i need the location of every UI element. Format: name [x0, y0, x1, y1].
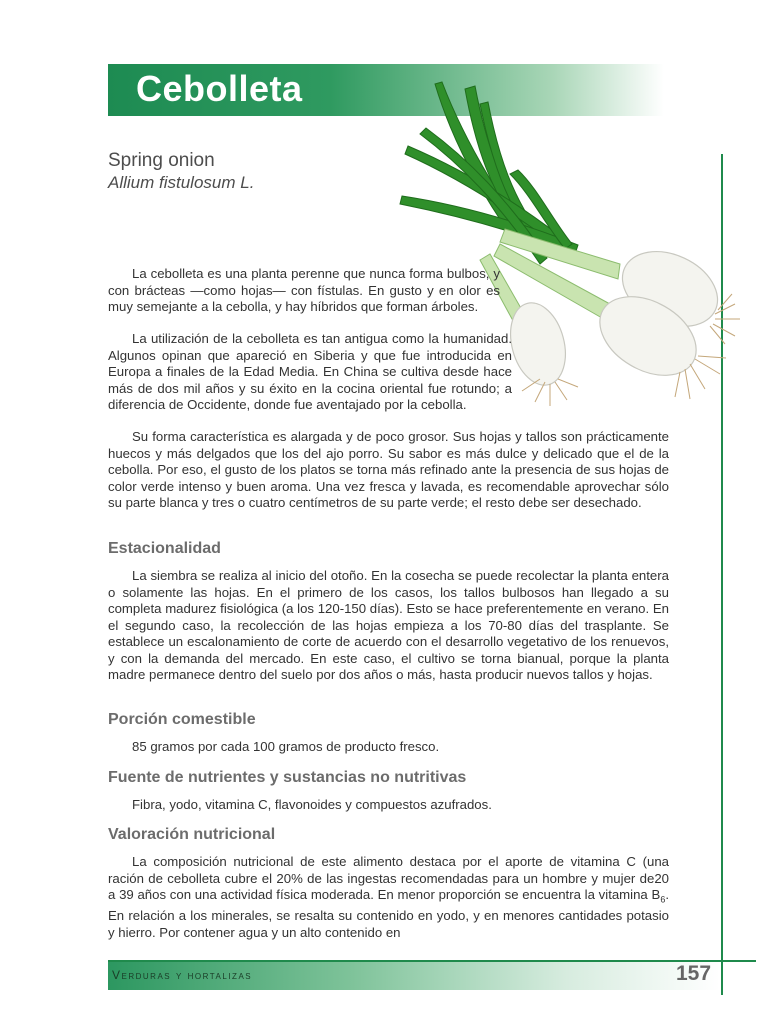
valoracion-text-a: La composición nutricional de este alimento destaca por el aporte de vitamina C (una ración de cebolleta cubre el 20% de las ingestas recomendadas para un hombre y mujer de20 a 39 años con una actividad física moderada. En menor proporción se encuentra la vitamina B [108, 854, 669, 902]
footer-rule [108, 960, 756, 962]
section-heading-porcion: Porción comestible [108, 711, 256, 728]
page-number: 157 [676, 962, 712, 985]
vitamin-subscript: 6 [660, 894, 666, 905]
page-title: Cebolleta [136, 68, 303, 109]
section-heading-fuente: Fuente de nutrientes y sustancias no nutritivas [108, 769, 467, 786]
scientific-name: Allium fistulosum L. [108, 173, 255, 192]
valoracion-paragraph [108, 854, 669, 941]
intro-paragraph-3: Su forma característica es alargada y de poco grosor. Sus hojas y tallos son prácticamente huecos y más delgados que los del ajo porro. Su sabor es más dulce y delicado que el de la cebolla. Por eso, el gusto de los platos se torna más refinado ante la presencia de sus hojas de color verde intenso y buen aroma. Una vez fresca y lavada, es recomendable aprovechar sólo su parte blanca y tres o cuatro centímetros de su parte verde; el resto debe ser desechado. [108, 429, 669, 510]
section-heading-valoracion: Valoración nutricional [108, 826, 276, 843]
section-heading-estacionalidad: Estacionalidad [108, 540, 221, 557]
common-name: Spring onion [108, 150, 215, 171]
footer-section-name: Verduras y hortalizas [112, 968, 253, 982]
intro-paragraph-1: La cebolleta es una planta perenne que nunca forma bulbos, y con brácteas —como hojas— con fístulas. En gusto y en olor es muy semejante a la cebolla, y hay híbridos que forman árboles. [108, 266, 500, 314]
estacionalidad-paragraph: La siembra se realiza al inicio del otoño. En la cosecha se puede recolectar la planta entera o solamente las hojas. En el primero de los casos, los tallos bulbosos han llegado a su completa madurez fisiológica (a los 120-150 días). Esto se hace preferentemente en verano. En el segundo caso, la recolección de las hojas empieza a los 70-80 días del trasplante. Se establece un escalonamiento de corte de acuerdo con el desarrollo vegetativo de los renuevos, y con la demanda del mercado. En este caso, el cultivo se torna bianual, porque la planta madre permanece dentro del suelo por dos años o más, hasta producir nuevos tallos y hojas. [108, 568, 669, 682]
valoracion-text-b: . En relación a los minerales, se resalta su contenido en yodo, y en menores cantidades potasio y hierro. Por contener agua y un alto contenido en [108, 887, 669, 940]
fuente-paragraph: Fibra, yodo, vitamina C, flavonoides y compuestos azufrados. [132, 797, 492, 812]
porcion-paragraph: 85 gramos por cada 100 gramos de producto fresco. [132, 739, 440, 754]
intro-paragraph-2: La utilización de la cebolleta es tan antigua como la humanidad. Algunos opinan que apareció en Siberia y que fue introducida en Europa a finales de la Edad Media. En China se cultiva desde hace más de dos mil años y su éxito en la cocina oriental fue rotundo; a diferencia de Occidente, donde fue aventajado por la cebolla. [108, 331, 512, 412]
